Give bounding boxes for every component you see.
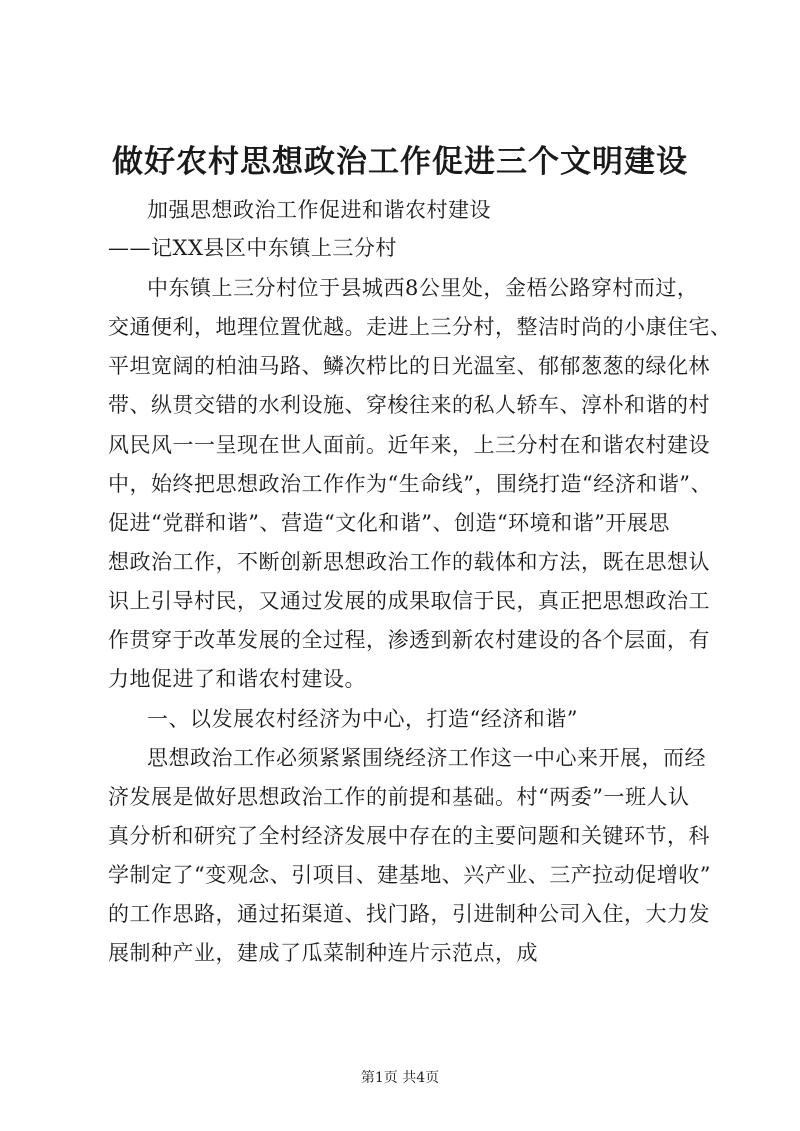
paragraph-line: 风民风一一呈现在世人面前。近年来，上三分村在和谐农村建设 xyxy=(108,433,710,457)
section-heading: 一、以发展农村经济为中心，打造“经济和谐” xyxy=(147,707,578,731)
paragraph-line: 识上引导村民，又通过发展的成果取信于民，真正把思想政治工 xyxy=(108,589,710,613)
document-title: 做好农村思想政治工作促进三个文明建设 xyxy=(112,144,688,180)
document-subtitle: 加强思想政治工作促进和谐农村建设 xyxy=(147,198,491,222)
paragraph-line: 促进“党群和谐”、营造“文化和谐”、创造“环境和谐”开展思 xyxy=(108,511,670,535)
paragraph-line: 中，始终把思想政治工作作为“生命线”，围绕打造“经济和谐”、 xyxy=(108,472,712,496)
paragraph-line: 思想政治工作必须紧紧围绕经济工作这一中心来开展，而经 xyxy=(147,746,706,770)
document-byline: ——记XX县区中东镇上三分村 xyxy=(108,236,397,260)
paragraph-line: 展制种产业，建成了瓜菜制种连片示范点，成 xyxy=(108,941,538,965)
paragraph-line: 的工作思路，通过拓渠道、找门路，引进制种公司入住，大力发 xyxy=(108,902,710,926)
page-number: 第1页 共4页 xyxy=(360,1070,440,1086)
paragraph-line: 中东镇上三分村位于县城西8公里处，金梧公路穿村而过， xyxy=(147,276,699,300)
paragraph-line: 济发展是做好思想政治工作的前提和基础。村“两委”一班人认 xyxy=(108,785,690,809)
paragraph-line: 学制定了“变观念、引项目、建基地、兴产业、三产拉动促增收” xyxy=(108,863,711,887)
paragraph-line: 力地促进了和谐农村建设。 xyxy=(108,667,366,691)
paragraph-line: 带、纵贯交错的水利设施、穿梭往来的私人轿车、淳朴和谐的村 xyxy=(108,393,710,417)
paragraph-line: 交通便利，地理位置优越。走进上三分村，整洁时尚的小康住宅、 xyxy=(108,315,732,339)
paragraph-line: 想政治工作，不断创新思想政治工作的载体和方法，既在思想认 xyxy=(108,550,710,574)
paragraph-line: 平坦宽阔的柏油马路、鳞次栉比的日光温室、郁郁葱葱的绿化林 xyxy=(108,354,710,378)
paragraph-line: 作贯穿于改革发展的全过程，渗透到新农村建设的各个层面，有 xyxy=(108,628,710,652)
paragraph-line: 真分析和研究了全村经济发展中存在的主要问题和关键环节，科 xyxy=(108,824,710,848)
